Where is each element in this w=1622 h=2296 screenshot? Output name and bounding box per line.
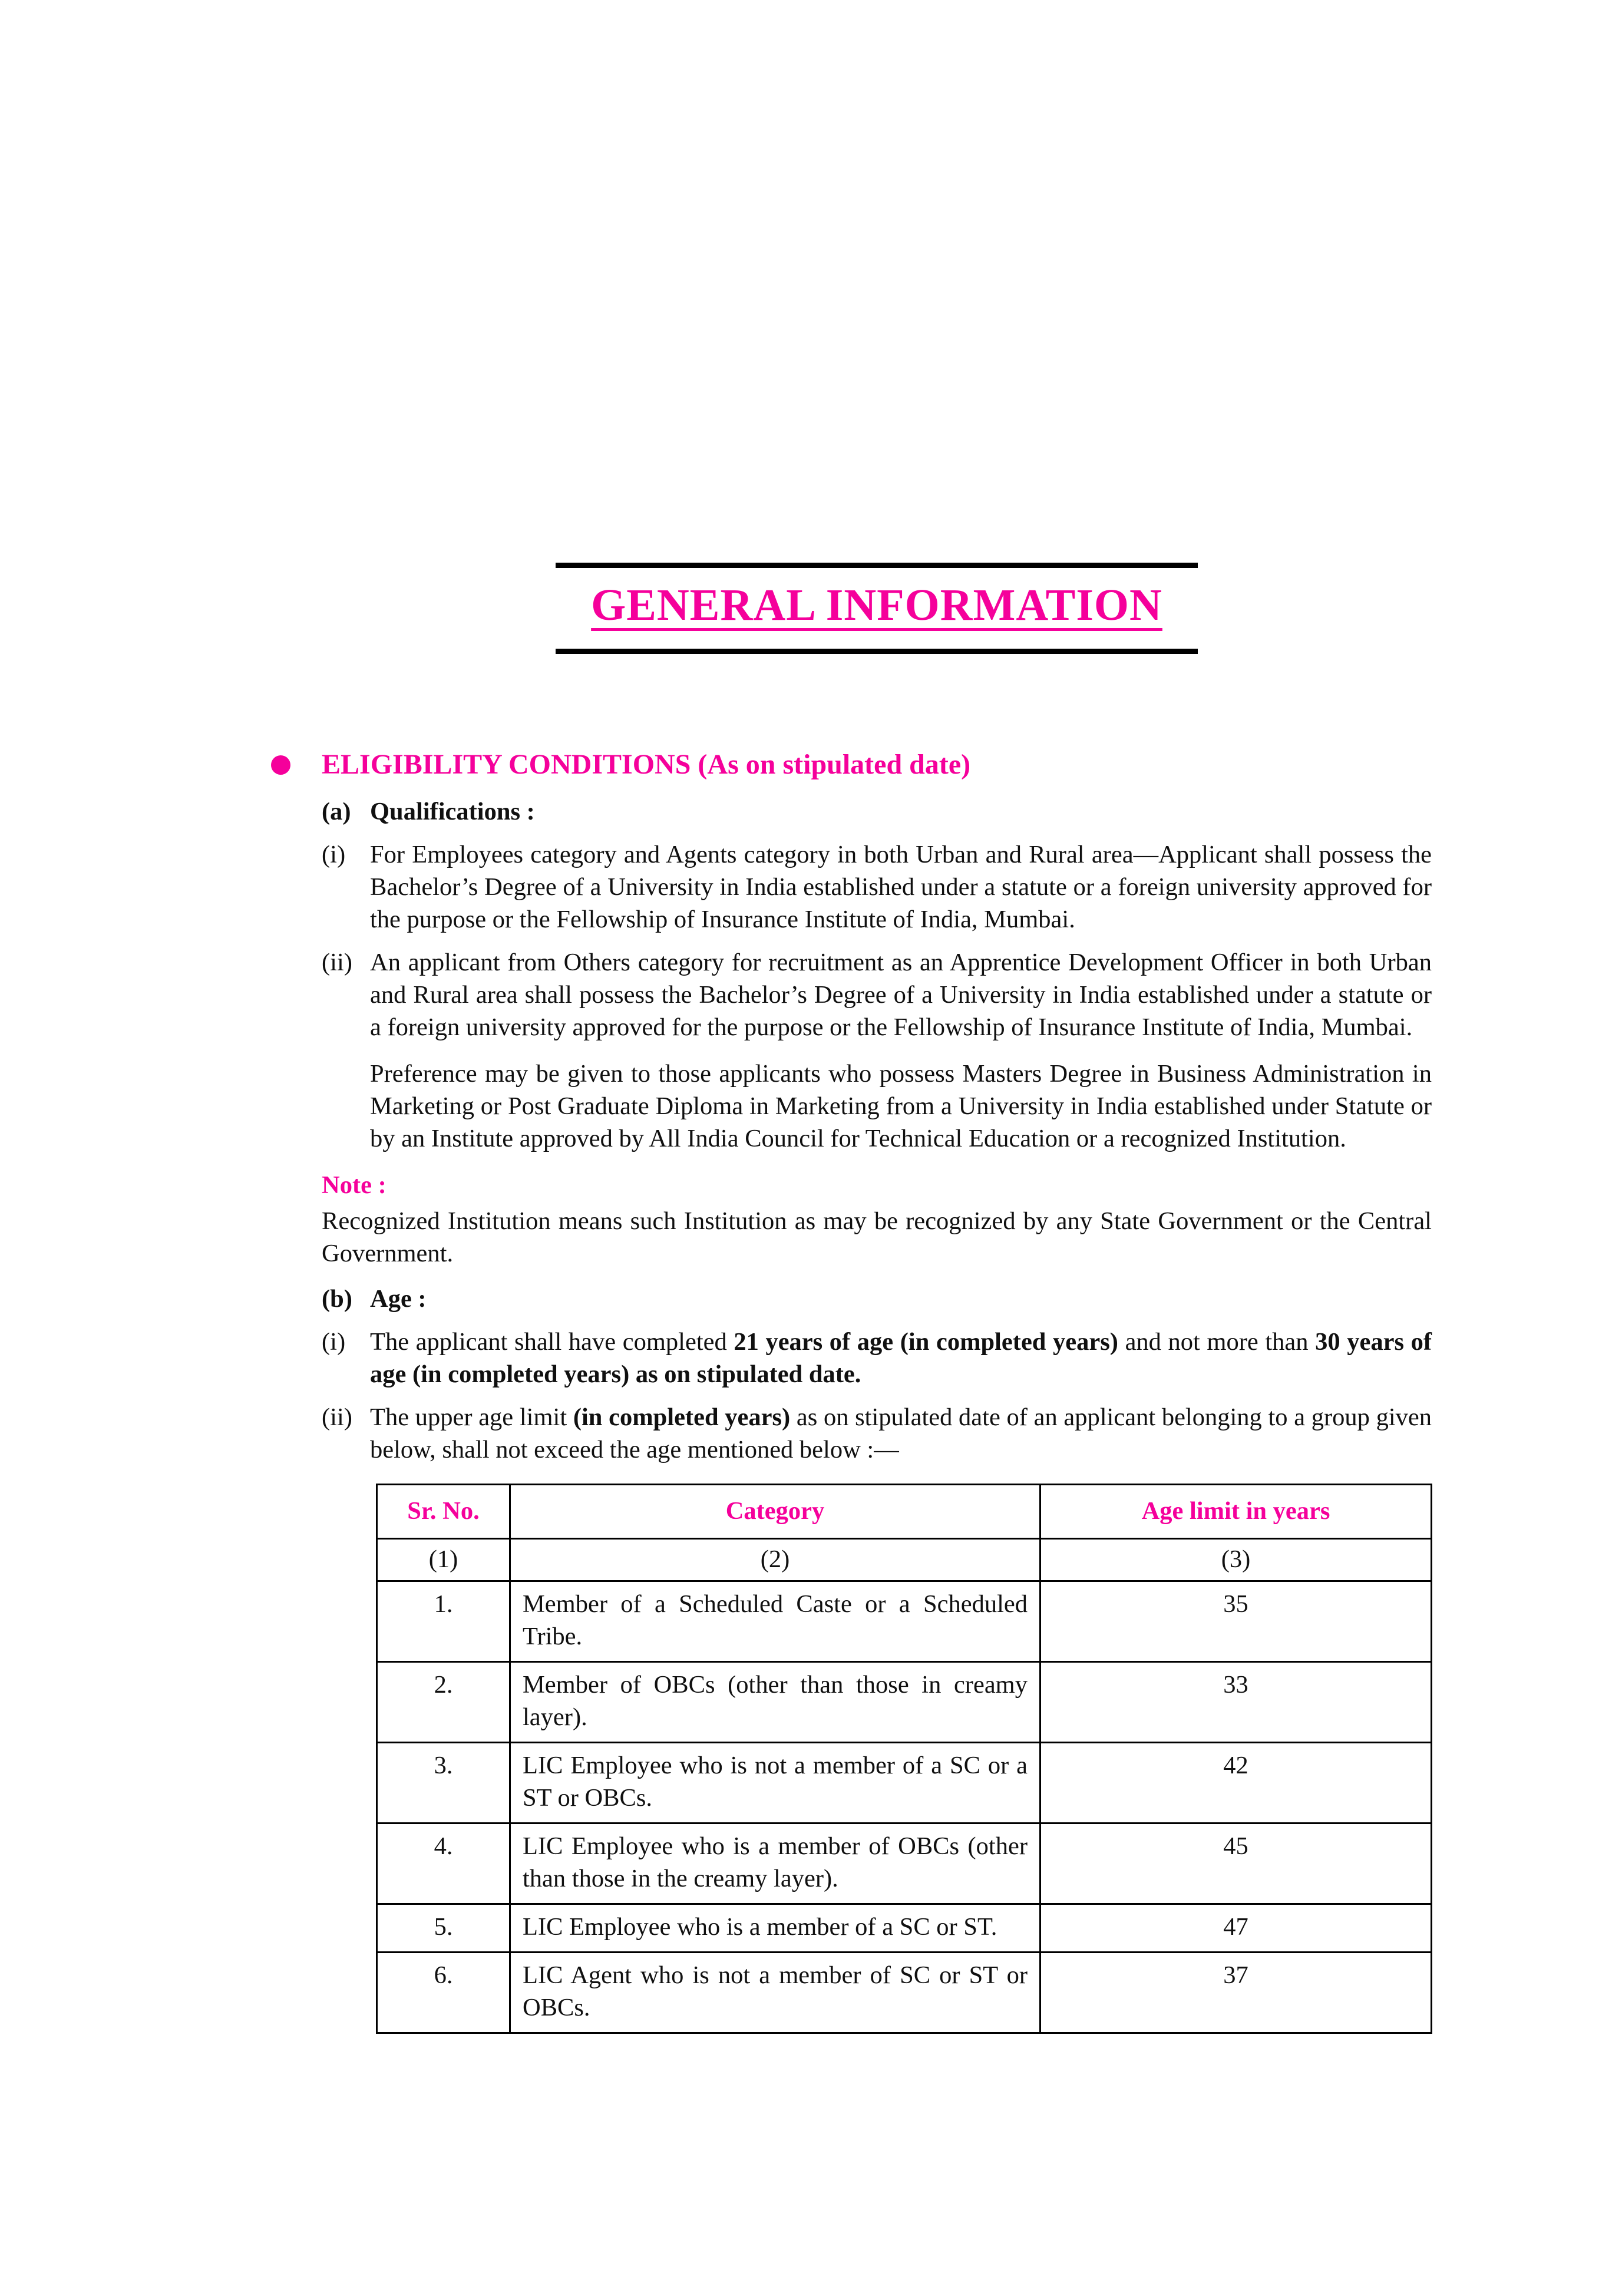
cell-sr-no: 2. bbox=[377, 1662, 510, 1743]
table-header-row bbox=[377, 1485, 1432, 1539]
cell-age-limit: 33 bbox=[1040, 1662, 1432, 1743]
cell-sr-no: 6. bbox=[377, 1953, 510, 2033]
title-rule-top bbox=[556, 563, 1198, 568]
cell-age-limit: 35 bbox=[1040, 1581, 1432, 1662]
paragraph: An applicant from Others category for recruitment as an Apprentice Development Officer in both Urban and Rural area shall possess the Bachelor’s Degree of a University in India established under a statute or a foreign university approved for the purpose or the Fellowship of Insurance Institute of India, Mumbai. bbox=[370, 949, 1432, 1041]
qualifications-heading bbox=[322, 795, 1432, 828]
cell-age-limit: 47 bbox=[1040, 1904, 1432, 1953]
column-header-sr-no: Sr. No. bbox=[377, 1485, 510, 1539]
qualifications-item-1 bbox=[322, 838, 1432, 936]
cell-sr-no: 4. bbox=[377, 1823, 510, 1904]
page-title: GENERAL INFORMATION bbox=[591, 580, 1162, 630]
list-marker: (i) bbox=[322, 1328, 346, 1356]
table-row bbox=[377, 1662, 1432, 1743]
column-header-category: Category bbox=[510, 1485, 1040, 1539]
cell-category: LIC Employee who is a member of a SC or ST. bbox=[510, 1904, 1040, 1953]
age-heading-label: Age : bbox=[370, 1285, 427, 1313]
cell-sr-no: 1. bbox=[377, 1581, 510, 1662]
cell-age-limit: 45 bbox=[1040, 1823, 1432, 1904]
cell-age-limit: 37 bbox=[1040, 1953, 1432, 2033]
section-heading-eligibility bbox=[322, 747, 1432, 782]
table-column-number-row bbox=[377, 1539, 1432, 1581]
table-row bbox=[377, 1581, 1432, 1662]
column-header-age-limit: Age limit in years bbox=[1040, 1485, 1432, 1539]
cell-category: Member of OBCs (other than those in creamy layer). bbox=[510, 1662, 1040, 1743]
note-text: Recognized Institution means such Institution as may be recognized by any State Government or the Central Government. bbox=[322, 1207, 1432, 1267]
qualifications-heading-label: Qualifications : bbox=[370, 798, 535, 825]
table-row bbox=[377, 1904, 1432, 1953]
bullet-icon bbox=[271, 755, 290, 775]
age-item-2 bbox=[322, 1401, 1432, 1466]
title-block bbox=[556, 563, 1198, 654]
table-row bbox=[377, 1823, 1432, 1904]
cell-category: LIC Agent who is not a member of SC or ST or OBCs. bbox=[510, 1953, 1040, 2033]
table-row bbox=[377, 1953, 1432, 2033]
title-rule-bottom bbox=[556, 649, 1198, 654]
cell-category: LIC Employee who is not a member of a SC or a ST or OBCs. bbox=[510, 1743, 1040, 1823]
cell-sr-no: 3. bbox=[377, 1743, 510, 1823]
cell-sr-no: 5. bbox=[377, 1904, 510, 1953]
cell-category: Member of a Scheduled Caste or a Scheduled Tribe. bbox=[510, 1581, 1040, 1662]
page-content bbox=[322, 563, 1432, 2034]
paragraph: The applicant shall have completed 21 years of age (in completed years) and not more than 30 years of age (in completed years) as on stipulated date. bbox=[370, 1328, 1432, 1388]
paragraph: The upper age limit (in completed years) as on stipulated date of an applicant belonging to a group given below, shall not exceed the age mentioned below :— bbox=[370, 1403, 1432, 1464]
paragraph: For Employees category and Agents category in both Urban and Rural area—Applicant shall possess the Bachelor’s Degree of a University in India established under a statute or a foreign university approved for the purpose or the Fellowship of Insurance Institute of India, Mumbai. bbox=[370, 841, 1432, 933]
list-marker: (i) bbox=[322, 841, 346, 868]
cell-category: LIC Employee who is a member of OBCs (other than those in the creamy layer). bbox=[510, 1823, 1040, 1904]
list-marker: (b) bbox=[322, 1285, 352, 1313]
column-number: (3) bbox=[1040, 1539, 1432, 1581]
age-heading bbox=[322, 1283, 1432, 1315]
age-item-1 bbox=[322, 1326, 1432, 1390]
note-label: Note : bbox=[322, 1171, 386, 1199]
age-limit-table bbox=[376, 1484, 1432, 2034]
list-marker: (ii) bbox=[322, 949, 352, 976]
section-heading-label: ELIGIBILITY CONDITIONS (As on stipulated date) bbox=[322, 749, 971, 780]
cell-age-limit: 42 bbox=[1040, 1743, 1432, 1823]
column-number: (1) bbox=[377, 1539, 510, 1581]
preference-paragraph: Preference may be given to those applicants who possess Masters Degree in Business Administration in Marketing or Post Graduate Diploma in Marketing from a University in India established under Statute or by an Institute approved by All India Council for Technical Education or a recognized Institution. bbox=[370, 1060, 1432, 1152]
list-marker: (ii) bbox=[322, 1403, 352, 1431]
table-row bbox=[377, 1743, 1432, 1823]
qualifications-item-2 bbox=[322, 946, 1432, 1043]
column-number: (2) bbox=[510, 1539, 1040, 1581]
list-marker: (a) bbox=[322, 798, 351, 825]
